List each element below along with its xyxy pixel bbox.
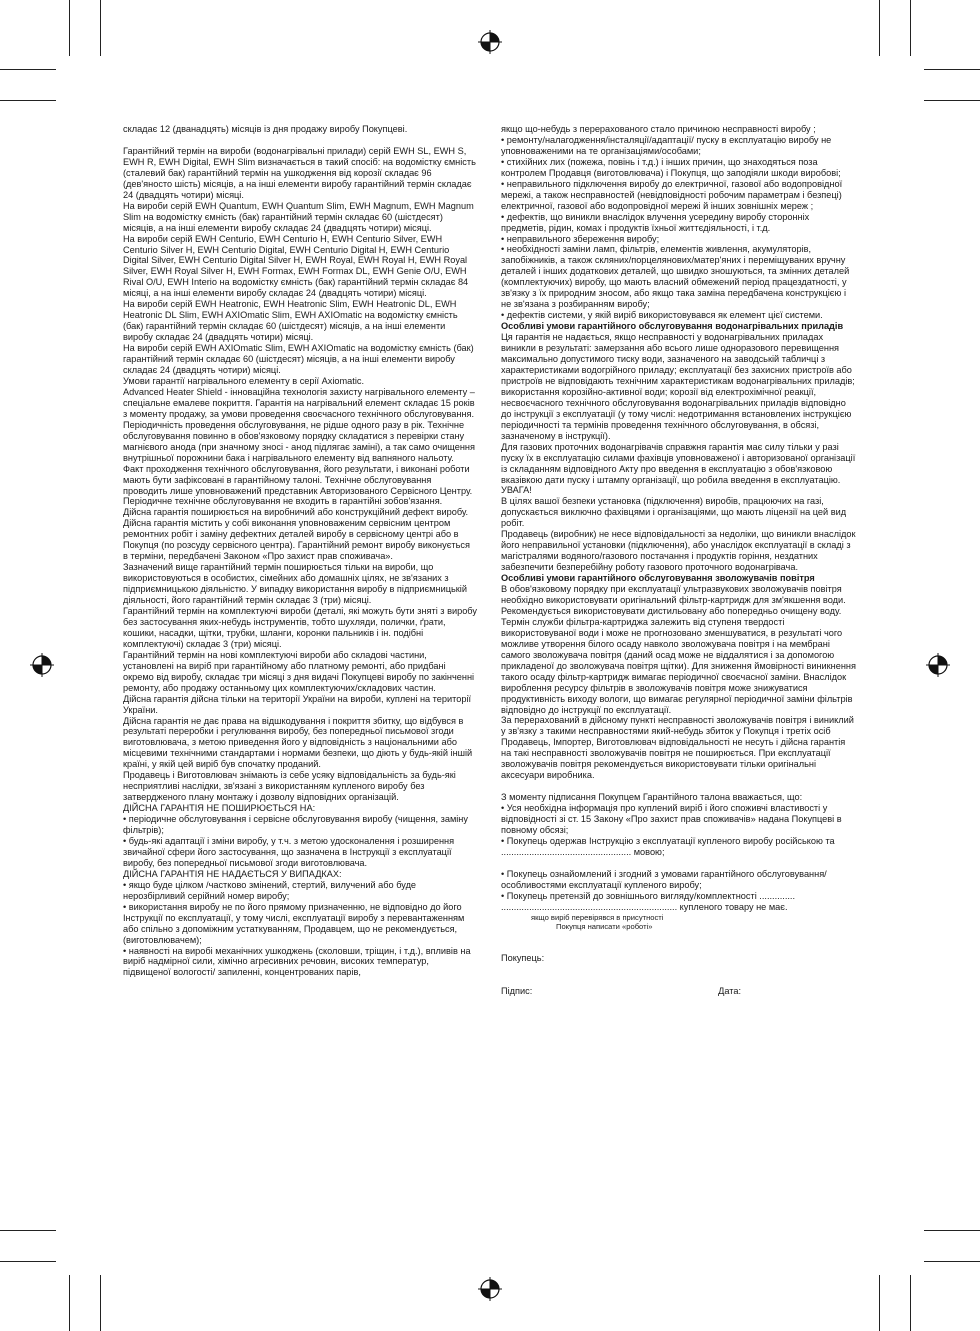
spacer — [501, 964, 856, 975]
paragraph: Продавець і Виготовлювач знімають із себе усяку відповідальність за будь-які несприятливі наслідки, зв'язані з використанням купленого виробу без затвердженого плану монтажу і дозволу відповідних організацій. — [123, 770, 456, 803]
crop-mark — [879, 1275, 880, 1331]
spacer — [123, 135, 477, 146]
paragraph: На вироби серій EWH Heatronic, EWH Heatronic Slim, EWH Heatronic DL, EWH Heatronic DL Slim, EWH AXIOmatic Slim, EWH AXIOmatic на водомістку ємність (бак) гарантійний термін складає 60 (шістдесят) місяців, а на інші елементи виробу складає 24 (двадцять чотири) місяці. — [123, 299, 458, 343]
heading-water-heaters: Особливі умови гарантійного обслуговування водонагрівальних приладів — [501, 321, 844, 332]
footnote: Покупця написати «роботі» — [556, 921, 653, 931]
crop-mark — [100, 0, 101, 56]
paragraph: Факт проходження технічного обслуговування, його результати, і виконані роботи мають бути зафіксовані в гарантійному талоні. Технічне обслуговування проводить лише уповноважений представник Авторизованого Сервісного Центру. Періодичне технічне обслуговування не входить в гарантійні зобов'язання. — [123, 463, 473, 507]
signature-row — [501, 986, 741, 997]
paragraph: На вироби серій EWH AXIOmatic Slim, EWH AXIOmatic на водомістку ємність (бак) гарантійний термін складає 60 (шістдесят) місяців, а на інші елементи виробу складає 24 (двадцять чотири) місяці. — [123, 343, 474, 376]
paragraph: Гарантійний термін на нові комплектуючі вироби або складові частини, установлені на виріб при гарантійному або платному ремонті, або придбані окремо від виробу, складає три місяці з дня видачі Покупцеві виробу по закінченні ремонту, або продажу останньому цих комплектуючих/складових частин. — [123, 649, 475, 693]
paragraph: В обов'язковому порядку при експлуатації ультразвукових зволожувачів повітря необхідно використовувати оригінальний фільтр-картридж для зм'якшення води. Рекомендується використовувати дистильовану або попередньо очищену воду. Термін служби фільтра-картриджа залежить від ступеня твердості використовуваної води і може не прогнозовано зменшуватися, в результаті чого можливе утворення білого осаду навколо зволожувача повітря і на мембрані самого зволожувача повітря (даний осад може не віддалятися і за допомогою прикладеної до зволожувача повітря щітки). Для зниження ймовірності виникнення такого осаду фільтр-картридж вимагає періодичної своєчасної заміни. Внаслідок вироблення ресурсу фільтрів в зволожувачів повітря може знижуватися продуктивність виходу вологи, що вимагає регулярної періодичної заміни фільтрів відповідно до інструкції по експлуатації. — [501, 584, 856, 715]
crop-mark — [0, 1261, 56, 1262]
paragraph: З моменту підписання Покупцем Гарантійного талона вважається, що: — [501, 792, 803, 803]
spacer — [501, 975, 856, 986]
paragraph: Гарантійний термін на комплектуючі вироби (деталі, які можуть бути зняті з виробу без застосування яких-небудь інструментів, тобто шухляди, полички, ґрати, кошики, насадки, щітки, трубки, шланги, коронки пальників і ін. подібні комплектуючі) складає 3 (три) місяці. — [123, 605, 477, 649]
list-item: • дефектів системи, у якій виріб використовувався як елемент цієї системи. — [501, 310, 823, 321]
crop-mark — [924, 100, 980, 101]
crop-mark — [924, 1261, 980, 1262]
paragraph: Зазначений вище гарантійний термін поширюється тільки на вироби, що використовуються в особистих, сімейних або домашніх цілях, не зв'язаних з підприємницькою діяльністю. У випадку використання виробу в підприємницькій діяльності, його гарантійний термін складає 3 (три) місяці. — [123, 562, 467, 606]
signature-label: Підпис: — [501, 985, 533, 996]
date-label: Дата: — [718, 985, 741, 996]
left-column — [123, 124, 477, 978]
paragraph: Умови гарантії нагрівального елементу в серії Axiomatic. — [123, 375, 365, 386]
paragraph: складає 12 (дванадцять) місяців із дня продажу виробу Покупцеві. — [123, 124, 408, 134]
spacer — [501, 781, 856, 792]
crop-mark — [924, 1230, 980, 1231]
crop-mark — [879, 0, 880, 56]
registration-mark-icon — [478, 1277, 502, 1301]
crop-mark — [69, 0, 70, 56]
right-column — [501, 124, 856, 997]
paragraph: Дійсна гарантія дійсна тільки на території України на вироби, куплені на території України. — [123, 693, 472, 715]
paragraph: Дійсна гарантія не дає права на відшкодування і покриття збитку, що відбувся в результаті переробки і регулювання виробу, без попередньої письмової згоди виготовлювача, з метою приведення його у відповідність з національними або місцевими технічними стандартами і нормами безпеки, що діють у будь-якій іншій країні, у якій цей виріб був спочатку проданий. — [123, 715, 473, 770]
crop-mark — [0, 1230, 56, 1231]
registration-mark-icon — [30, 653, 54, 677]
crop-mark — [69, 1275, 70, 1331]
crop-mark — [910, 1275, 911, 1331]
list-item: • неправильного підключення виробу до електричної, газової або водопровідної мережі, а також несправностей (невідповідності робочим параметрам і безпеці) електричної, газової або водопровідної мережі й інших зовнішніх мереж ; — [501, 178, 843, 211]
list-item: • якщо буде цілком /частково змінений, стертий, вилучений або буде нерозбірливий серійний номер виробу; — [123, 879, 417, 901]
footnote: якщо виріб перевірявся в присутності — [531, 912, 664, 922]
paragraph: Для газових проточних водонагрівачів справжня гарантія має силу тільки у разі пуску їх в експлуатацію силами фахівців уповноваженої і авторизованої організації із складанням відповідного Акту про введення в експлуатацію з обов'язковою вказівкою дати пуску і штампу організації, що робила введення в експлуатацію. — [501, 441, 856, 485]
list-item: • Покупець претензій до зовнішнього вигляду/комплектності .............. ..................................................................... купленого товару не має. — [501, 890, 796, 912]
crop-mark — [100, 1275, 101, 1331]
spacer — [501, 931, 856, 942]
warning-title: УВАГА! — [501, 485, 532, 496]
section-heading: ДІЙСНА ГАРАНТІЯ НЕ ПОШИРЮЄТЬСЯ НА: — [123, 803, 316, 814]
registration-mark-icon — [926, 653, 950, 677]
list-item: • необхідності заміни ламп, фільтрів, елементів живлення, акумуляторів, запобіжників, а також скляних/порцелянових/матер'яних і переміщуваних вручну деталей і інших додаткових деталей, що швидко зношуються, та змінних деталей (комплектуючих) виробу, що мають власний обмежений період працездатності, у зв'язку з їх природним зносом, або якщо така заміна передбачена конструкцією і не зв'язана з розбиранням виробу; — [501, 244, 850, 310]
list-item: • неправильного збереження виробу; — [501, 233, 660, 244]
crop-mark — [0, 69, 56, 70]
paragraph: В цілях вашої безпеки установка (підключення) виробів, працюючих на газі, допускається виключно фахівцями і організаціями, що мають ліцензії на цей вид робіт. — [501, 496, 847, 529]
paragraph: Дійсна гарантія поширюється на виробничий або конструкційний дефект виробу. Дійсна гарантія містить у собі виконання уповноваженим сервісним центром ремонтних робіт і заміну дефектних деталей виробу в сервісному центрі або в Покупця (по розсуду сервісного центра). Гарантійний ремонт виробу виконується в терміни, передбачені Законом «Про захист прав споживача». — [123, 507, 470, 562]
crop-mark — [924, 69, 980, 70]
list-item: • використання виробу не по його прямому призначенню, не відповідно до його Інструкції по експлуатації, у тому числі, експлуатації виробу з перевантаженням або спільно з допоміжним устаткуванням, Продавцем, що не рекомендується, (виготовлювачем); — [123, 901, 465, 945]
list-item: • періодичне обслуговування і сервісне обслуговування виробу (чищення, заміну фільтрів); — [123, 814, 468, 836]
list-item: • будь-які адаптації і зміни виробу, у т.ч. з метою удосконалення і розширення звичайної сфери його застосування, що зазначена в Інструкції з експлуатації виробу, без попередньої письмової згоди виготовлювача. — [123, 836, 455, 868]
paragraph: На вироби серій EWH Quantum, EWH Quantum Slim, EWH Magnum, EWH Magnum Slim на водомістку ємність (бак) гарантійний термін складає 60 (шістдесят) місяців, а на інші елементи виробу складає 24 (двадцять чотири) місяці. — [123, 200, 474, 233]
crop-mark — [0, 100, 56, 101]
registration-mark-icon — [478, 30, 502, 54]
spacer — [501, 858, 856, 869]
list-item: • ремонту/налагодження/інсталяції/адаптації/ пуску в експлуатацію виробу не уповноваженими на те організаціями/особами; — [501, 134, 832, 156]
heading-humidifiers: Особливі умови гарантійного обслуговування зволожувачів повітря — [501, 573, 815, 584]
paragraph: На вироби серій EWH Centurio, EWH Centurio H, EWH Centurio Silver, EWH Centurio Silver H, EWH Centurio Digital, EWH Centurio Digital H, EWH Centurio Digital Silver, EWH Centurio Digital Silver H, EWH Royal, EWH Royal H, EWH Royal Silver, EWH Royal Silver H, EWH Formax, EWH Formax DL, EWH Genie O/U, EWH Rival O/U, EWH Interio на водомістку ємність (бак) гарантійний термін складає 84 місяці, а на інші елементи виробу складає 24 (двадцять чотири) місяці. — [123, 233, 469, 299]
paragraph: Ця гарантія не надається, якщо несправності у водонагрівальних приладах виникли в результаті: замерзання або всього лише одноразового перевищення максимально допустимого тиску води, зазначеного на заводській табличці з характеристиками водогрійного приладу; експлуатації без захисних пристроїв або пристроїв не відповідають технічним характеристикам водонагрівальних приладів; використання корозійно-активної води; корозії від електрохімічної реакції, несвоєчасного технічного обслуговування водонагрівальних приладів відповідно до інструкції з експлуатації (у тому числі: недотримання встановлених інструкцією періодичності та термінів проведення технічного обслуговування, в обсязі, зазначеному в інструкції). — [501, 332, 855, 441]
list-item: • дефектів, що виникли внаслідок влучення усередину виробу сторонніх предметів, рідин, комах і продуктів їхньої життєдіяльності, і т.д. — [501, 211, 810, 233]
paragraph: якщо що-небудь з перерахованого стало причиною несправності виробу ; — [501, 124, 816, 134]
list-item: • Покупець одержав Інструкцію з експлуатації купленого виробу російською та ................................................... мовою; — [501, 836, 835, 857]
paragraph: Гарантійний термін на вироби (водонагрівальні прилади) серій EWH SL, EWH S, EWH R, EWH Digital, EWH Slim визначається в такий спосіб: на водомістку ємність (сталевий бак) гарантійний термін на ушкодження від корозії складає 96 (дев'яносто шість) місяців, а на інші елементи виробу гарантійний термін складає 24 (двадцять чотири) місяці. — [123, 145, 476, 200]
paragraph: Продавець (виробник) не несе відповідальності за недоліки, що виникли внаслідок його неправильної установки (підключення), або унаслідок експлуатації в складі з магістралями водяного/газового постачання і продуктів горіння, нездатних забезпечити безперебійну роботу газового проточного водонагрівача. — [501, 529, 856, 573]
buyer-label: Покупець: — [501, 952, 545, 963]
paragraph: За перерахований в дійсному пункті несправності зволожувачів повітря і виниклий у зв'язку з такими несправностями який-небудь збиток у Покупця і третіх осіб Продавець, Імпортер, Виготовлювач відповідальності не несуть і дійсна гарантія на такі несправності зволожувачів повітря не поширюється. При експлуатації зволожувачів повітря рекомендується використовувати тільки оригінальні аксесуари виробника. — [501, 715, 854, 781]
spacer — [501, 942, 856, 953]
list-item: • Уся необхідна інформація про куплений виріб і його споживчі властивості у відповідності зі ст. 15 Закону «Про захист прав споживачів» надана Покупцеві в повному обсязі; — [501, 803, 842, 836]
list-item: • Покупець ознайомлений і згодний з умовами гарантійного обслуговування/особливостями експлуатації купленого виробу; — [501, 868, 827, 890]
list-item: • стихійних лих (пожежа, повінь і т.д.) і інших причин, що знаходяться поза контролем Продавця (виготовлювача) і Покупця, що заподіяли шкоди виробові; — [501, 156, 841, 178]
section-heading: ДІЙСНА ГАРАНТІЯ НЕ НАДАЄТЬСЯ У ВИПАДКАХ: — [123, 868, 342, 879]
paragraph: Advanced Heater Shield - інноваційна технологія захисту нагрівального елементу – спеціальне емалеве покриття. Гарантія на нагрівальний елемент складає 15 років з моменту продажу, за умови проведення своєчасного технічного обслуговування. Періодичність проведення обслуговування, не рідше одного разу в рік. Технічне обслуговування повинно в обов'язковому порядку складатися з перевірки стану магнієвого анода (при значному зносі - анод підлягає заміні), а так само очищення внутрішньої порожнини бака і нагрівального елементу від вапняного нальоту. — [123, 386, 475, 463]
crop-mark — [910, 0, 911, 56]
list-item: • наявності на виробі механічних ушкоджень (сколовши, тріщин, і т.д.), впливів на виріб надмірної сили, хімічно агресивних речовин, високих температур, підвищеної вологості/ запиленні, концентрованих парів, — [123, 945, 471, 978]
